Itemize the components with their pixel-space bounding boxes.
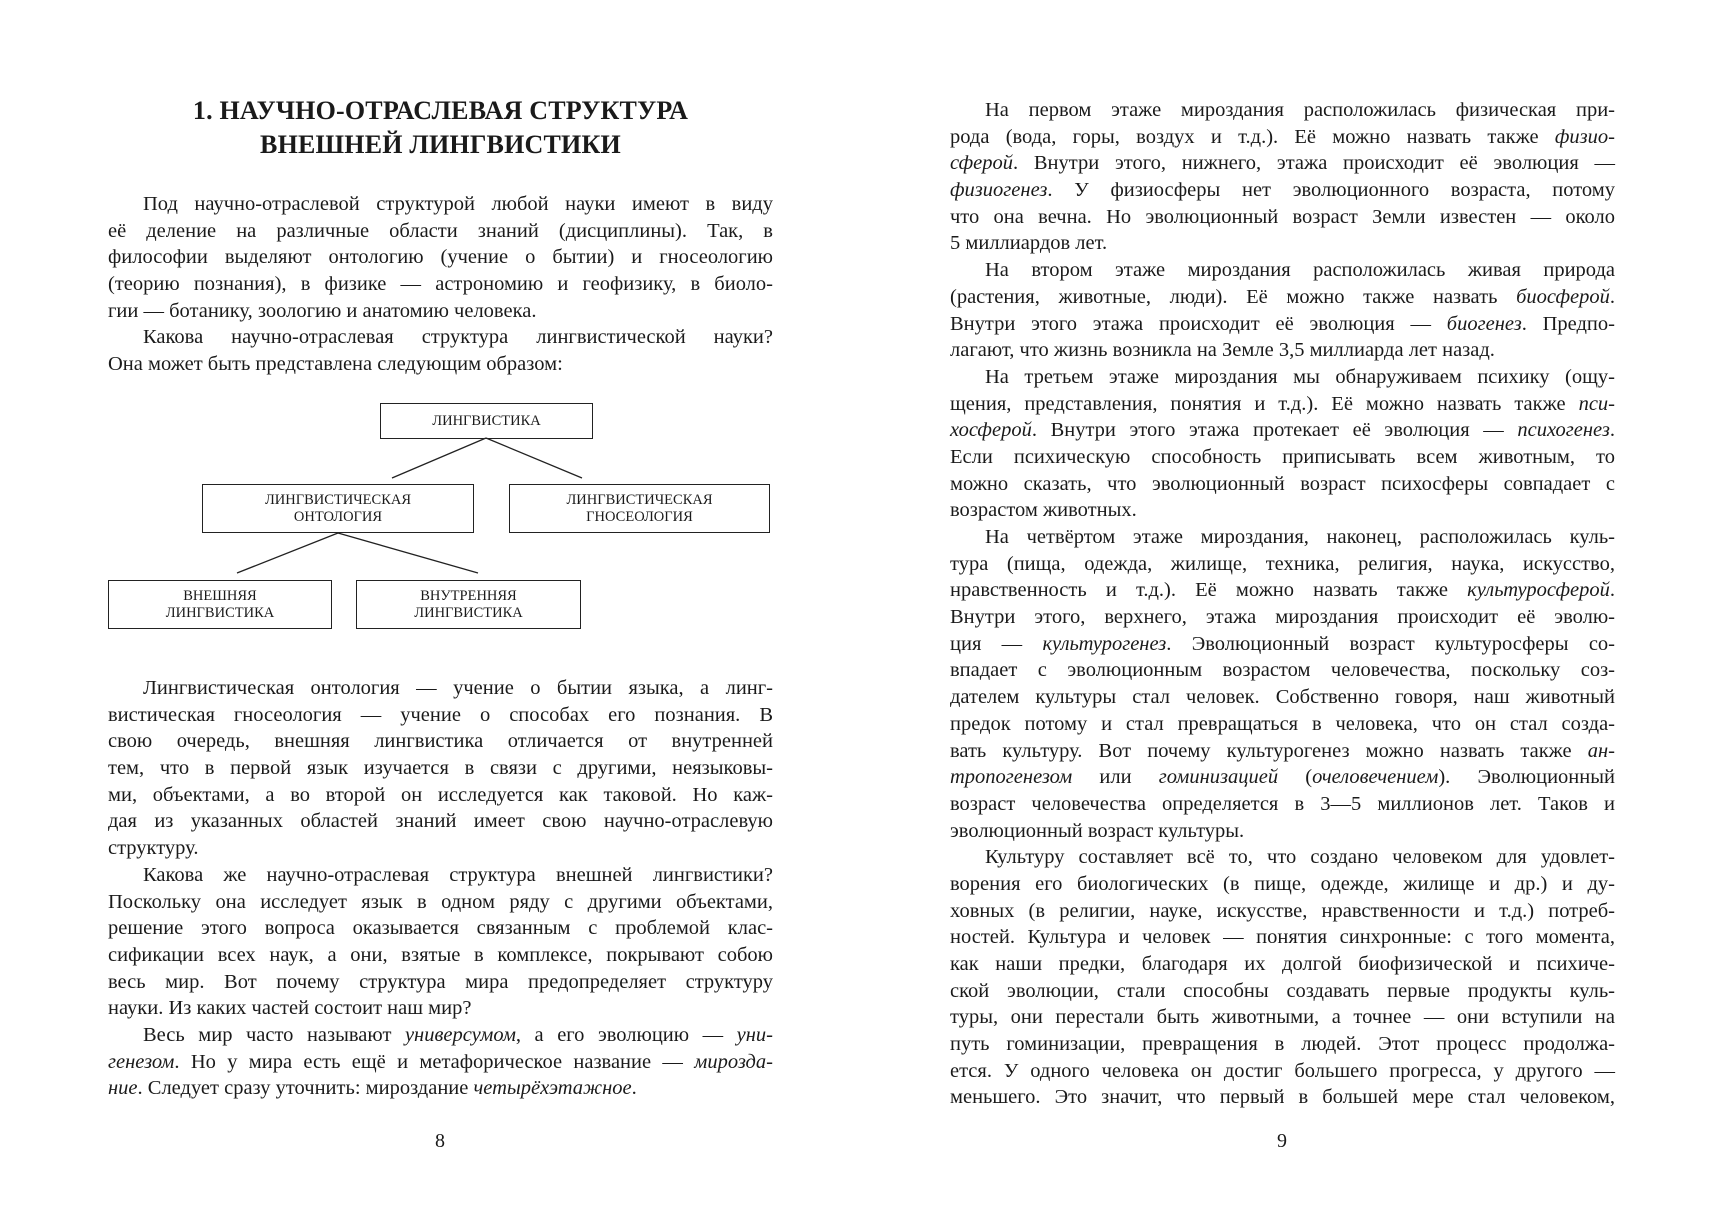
text-run: . Эволюционный возраст культуросферы со- [1166,632,1616,655]
text-line [950,684,1615,711]
text-line [950,844,1615,871]
italic-term: тропогенезом [950,766,1073,789]
text-line [108,942,773,969]
text-run: ворения его биологических (в пище, одежде, жилище и др.) и ду- [950,872,1615,895]
text-run: дателем культуры стал человек. Собственно говоря, наш животный [950,686,1615,709]
text-run: . [1609,285,1615,308]
text-run: нравственность и т.д.). Её можно назвать также [950,579,1468,602]
text-line [950,871,1615,898]
text-run: можно сказать, что эволюционный возраст психосферы совпадает с [950,472,1615,495]
italic-term: уни- [736,1023,774,1046]
text-run: туры, они перестали быть животными, а точнее — они вступили на [950,1006,1615,1029]
text-line [108,702,773,729]
text-line [950,444,1615,471]
text-run: эволюционный возраст культуры. [950,819,1245,842]
text-run: сификации всех наук, а они, взятые в комплексе, покрывают собою [108,943,773,966]
text-run: . Внутри этого этажа протекает её эволюция — [1031,419,1518,442]
paragraph [108,675,773,862]
text-line [950,791,1615,818]
italic-term: ние [108,1077,138,1100]
node-label: ЛИНГВИСТИЧЕСКАЯ [566,491,713,508]
chapter-title [108,94,773,162]
text-line [108,1049,773,1076]
text-line [108,889,773,916]
text-run: 5 миллиардов лет. [950,232,1108,255]
text-run: ция — [950,632,1043,655]
text-run: меньшего. Это значит, что первый в большей мере стал человеком, [950,1086,1615,1109]
text-run: (теорию познания), в физике — астрономию и геофизику, в биоло- [108,273,773,296]
diagram-node-internal [356,580,581,629]
text-line [950,417,1615,444]
text-run: или [1072,766,1159,789]
text-run: возрастом животных. [950,499,1137,522]
italic-term: биосферой [1516,285,1610,308]
italic-term: психогенез [1517,419,1610,442]
text-run: . У физиосферы нет эволюционного возраста, потому [1047,179,1615,202]
text-line [950,97,1615,124]
text-line [950,497,1615,524]
text-run: решение этого вопроса оказывается связанным с проблемой клас- [108,917,773,940]
text-line [950,150,1615,177]
text-line [950,738,1615,765]
italic-term: сферой [950,152,1013,175]
paragraph [950,844,1615,1111]
italic-term: пси- [1578,392,1615,415]
italic-term: универсумом [404,1023,516,1046]
text-run: . [1609,419,1615,442]
diagram-node-gnoseology [509,484,770,533]
text-run: Если психическую способность приписывать всем животным, то [950,445,1615,468]
paragraph [950,364,1615,524]
text-line [950,284,1615,311]
italic-term: культурогенез [1042,632,1167,655]
italic-term: мирозда- [694,1050,773,1073]
text-run: . Но у мира есть ещё и метафорическое название — [174,1050,695,1073]
paragraph [950,524,1615,844]
text-line [950,524,1615,551]
page-number: 8 [435,1130,445,1152]
text-line [950,364,1615,391]
text-line [108,835,773,862]
text-run: ностей. Культура и человек — понятия синхронные: с того момента, [950,926,1615,949]
text-run: Под научно-отраслевой структурой любой науки имеют в виду [143,193,773,215]
text-run: тем, что в первой язык изучается в связи с другими, неязыковы- [108,757,773,780]
text-run: Внутри этого, верхнего, этажа мироздания происходит её эволю- [950,606,1615,629]
text-line [108,298,773,325]
text-run: вать культуру. Вот почему культурогенез можно назвать также [950,739,1588,762]
text-run: путь гоминизации, превращения в людей. Этот процесс продолжа- [950,1033,1615,1056]
italic-term: биогенез [1446,312,1522,335]
text-run: ). Эволюционный [1438,766,1615,789]
text-run: ми, объектами, а во второй он исследуется как таковой. Но каж- [108,783,773,806]
text-line [950,337,1615,364]
text-run: . Предпо- [1521,312,1615,335]
text-run: возраст человечества определяется в 3—5 миллионов лет. Таков и [950,792,1615,815]
node-label: ЛИНГВИСТИЧЕСКАЯ [264,491,412,508]
node-label: ОНТОЛОГИЯ [293,508,383,525]
text-line [108,995,773,1022]
italic-term: хосферой [950,419,1032,442]
connector-line [237,533,338,573]
text-run: весь мир. Вот почему структура мира предопределяет структуру [108,970,773,993]
text-line [108,1022,773,1049]
node-label: ЛИНГВИСТИКА [414,604,523,621]
text-block-top [108,191,773,378]
text-line [108,191,773,218]
paragraph [108,862,773,1022]
right-page [950,0,1615,1211]
text-run: ется. У одного человека он достиг большего прогресса, у другого — [950,1059,1615,1082]
text-run: На втором этаже мироздания расположилась живая природа [985,259,1615,282]
text-line [950,391,1615,418]
page-number: 9 [1277,1130,1287,1152]
text-line [950,951,1615,978]
paragraph [950,97,1615,257]
diagram-node-ontology [202,484,474,533]
text-run: . [631,1077,637,1100]
text-run: Культуру составляет всё то, что создано человеком для удовлет- [985,846,1615,869]
text-line [950,230,1615,257]
text-line [950,311,1615,338]
paragraph [108,324,773,377]
node-label: ЛИНГВИСТИКА [165,604,275,621]
text-line [108,755,773,782]
text-line [950,924,1615,951]
text-run: ской эволюции, стали способны создавать первые продукты куль- [950,979,1615,1002]
text-run: что она вечна. Но эволюционный возраст Земли известен — около [950,205,1615,228]
text-run: Внутри этого этажа происходит её эволюция — [950,312,1447,335]
text-line [950,471,1615,498]
text-run: структуру. [108,837,199,860]
text-line [950,1058,1615,1085]
connector-line [486,438,582,478]
text-line [950,257,1615,284]
text-line [108,808,773,835]
italic-term: культуросферой [1467,579,1610,602]
text-run: науки. Из каких частей состоит наш мир? [108,997,472,1020]
text-line [950,898,1615,925]
text-line [950,978,1615,1005]
text-line [950,1084,1615,1111]
text-run: Весь мир часто называют [143,1023,405,1046]
italic-term: генезом [108,1050,175,1073]
text-run: рода (вода, горы, воздух и т.д.). Её можно назвать также [950,125,1555,148]
italic-term: гоминизацией [1158,766,1279,789]
text-line [950,577,1615,604]
connector-line [338,533,478,573]
text-line [950,124,1615,151]
text-run: вистическая гносеология — учение о способах его познания. В [108,703,773,726]
node-label: ВНУТРЕННЯЯ [420,587,517,604]
text-line [108,675,773,702]
text-line [108,324,773,351]
text-run: Она может быть представлена следующим образом: [108,353,563,376]
text-run: . Следует сразу уточнить: мироздание [137,1077,474,1100]
text-run: впадает с эволюционным возрастом человечества, поскольку соз- [950,659,1615,682]
text-line [108,862,773,889]
text-line [950,551,1615,578]
text-line [108,218,773,245]
left-page [108,0,773,1211]
text-line [108,351,773,378]
text-line [950,764,1615,791]
chapter-title-line: 1. НАУЧНО-ОТРАСЛЕВАЯ СТРУКТУРА [192,96,689,125]
text-line [108,244,773,271]
text-line [950,1031,1615,1058]
paragraph [108,1022,773,1102]
text-run: её деление на различные области знаний (дисциплины). Так, в [108,219,773,242]
text-line [108,1075,773,1102]
text-run: Какова научно-отраслевая структура лингвистической науки? [143,326,773,349]
italic-term: очеловечением [1312,766,1439,789]
text-line [950,604,1615,631]
text-run: как наши предки, благодаря их долгой биофизической и психиче- [950,953,1615,975]
text-line [950,177,1615,204]
text-run: . [1609,579,1615,602]
text-run: На четвёртом этаже мироздания, наконец, расположилась куль- [985,526,1615,548]
italic-term: физио- [1554,125,1615,148]
node-label: ВНЕШНЯЯ [183,587,257,604]
text-line [108,969,773,996]
text-line [950,711,1615,738]
text-line [950,1004,1615,1031]
italic-term: четырёхэтажное [473,1077,632,1100]
connector-line [392,438,486,478]
text-run: . Внутри этого, нижнего, этажа происходит её эволюция — [1013,152,1615,175]
paragraph [108,191,773,324]
text-run: (растения, животные, люди). Её можно также назвать [950,285,1517,308]
text-run: гии — ботанику, зоологию и анатомию человека. [108,299,537,322]
diagram-node-linguistics [380,403,593,439]
italic-term: ан- [1587,739,1615,762]
text-run: На третьем этаже мироздания мы обнаруживаем психику (ощу- [985,365,1615,388]
text-block-bottom [108,675,773,1102]
text-run: Лингвистическая онтология — учение о бытии языка, а линг- [143,677,773,699]
text-run: ( [1278,766,1313,789]
text-line [950,204,1615,231]
text-run: ховных (в религии, науке, искусстве, нравственности и т.д.) потреб- [950,899,1615,922]
text-line [108,915,773,942]
text-line [950,657,1615,684]
text-block [950,97,1615,1111]
node-label: ЛИНГВИСТИКА [432,412,541,429]
text-run: дая из указанных областей знаний имеет свою научно-отраслевую [108,810,773,833]
text-line [108,782,773,809]
text-run: лагают, что жизнь возникла на Земле 3,5 миллиарда лет назад. [950,339,1495,362]
text-run: предок потому и стал превращаться в человека, что он стал созда- [950,712,1615,735]
text-run: Какова же научно-отраслевая структура внешней лингвистики? [143,863,773,886]
text-run: , а его эволюцию — [515,1023,737,1046]
text-line [950,818,1615,845]
text-run: тура (пища, одежда, жилище, техника, религия, наука, искусство, [950,552,1615,575]
chapter-title-line: ВНЕШНЕЙ ЛИНГВИСТИКИ [260,130,621,159]
text-run: На первом этаже мироздания расположилась физическая при- [985,99,1615,121]
diagram-node-external [108,580,332,629]
paragraph [950,257,1615,364]
text-line [108,271,773,298]
text-run: Поскольку она исследует язык в одном ряду с другими объектами, [108,890,773,913]
text-line [108,728,773,755]
italic-term: физиогенез [950,179,1048,202]
node-label: ГНОСЕОЛОГИЯ [586,508,693,525]
text-run: свою очередь, внешняя лингвистика отличается от внутренней [108,730,773,753]
text-line [950,631,1615,658]
text-run: философии выделяют онтологию (учение о бытии) и гносеологию [108,246,773,269]
text-run: щения, представления, понятия и т.д.). Её можно назвать также [950,392,1579,415]
